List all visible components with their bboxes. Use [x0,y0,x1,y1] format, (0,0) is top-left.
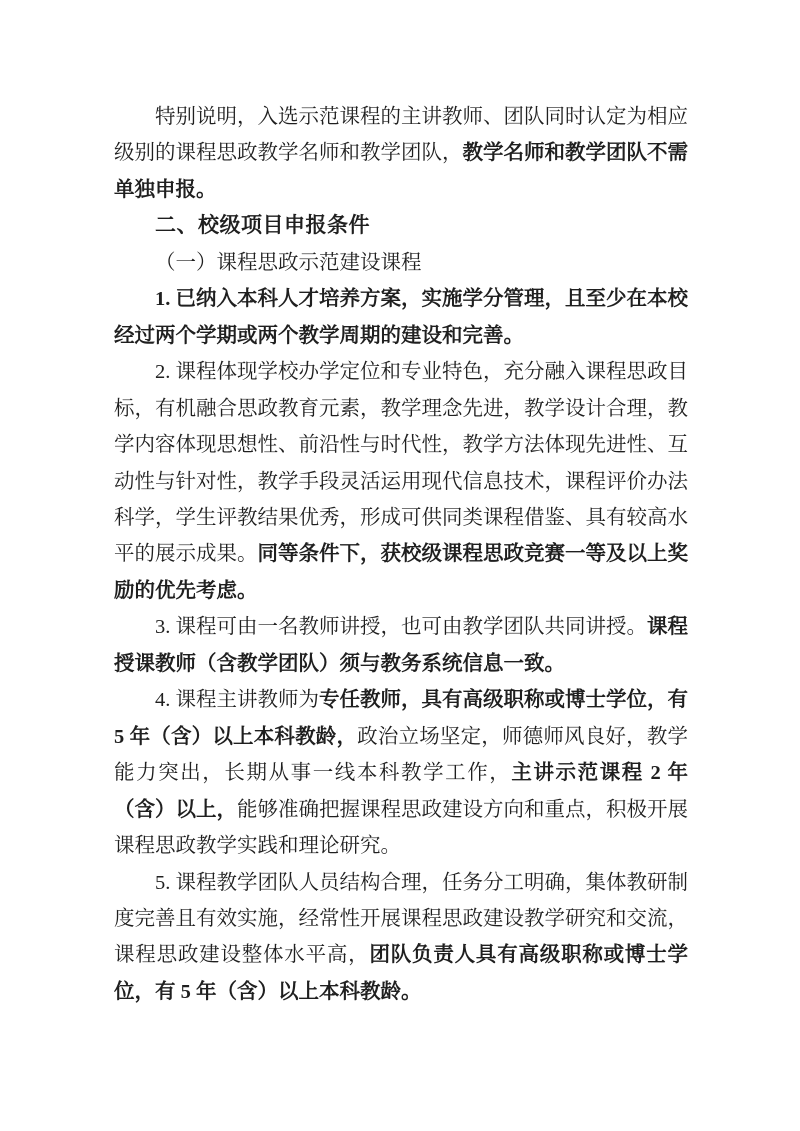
section-heading-2 [114,208,688,244]
text-run: 能够准确把握课程思政建设方向和重点，积极开展课程思政教学实践和理论研究。 [114,798,688,858]
text-run: 特别说明，入选示范课程的主讲教师、团队同时认定为相应级别的课程思政教学名师和教学团队， [114,106,688,165]
document-body [114,99,688,1010]
text-run-bold: 1. 已纳入本科人才培养方案，实施学分管理，且至少在本校经过两个学期或两个教学周期的建设和完善。 [114,288,688,347]
paragraph-special-note [114,99,688,208]
text-run-bold: 专任教师，具有高级职称或博士学位，有 5 年（含）以上本科教龄， [114,689,688,748]
text-run: 2. 课程体现学校办学定位和专业特色，充分融入课程思政目标，有机融合思政教育元素，教学理念先进，教学设计合理，教学内容体现思想性、前沿性与时代性，教学方法体现先进性、互动性与针对性，教学手段灵活运用现代信息技术，课程评价办法科学，学生评教结果优秀，形成可供同类课程借鉴、具有较高水平的展示成果。 [114,361,688,566]
heading-text: 二、校级项目申报条件 [155,214,370,238]
text-run: 5. 课程教学团队人员结构合理，任务分工明确，集体教研制度完善且有效实施，经常性开展课程思政建设教学研究和交流，课程思政建设整体水平高， [114,871,688,967]
text-run: 政治立场坚定，师德师风良好，教学能力突出，长期从事一线本科教学工作， [114,725,689,785]
subsection-heading-1 [114,245,688,281]
paragraph-item-3 [114,609,688,682]
text-run: 3. 课程可由一名教师讲授，也可由教学团队共同讲授。 [155,616,647,639]
text-run: 4. 课程主讲教师为 [155,689,319,712]
text-run-bold: 主讲示范课程 2 年（含）以上， [114,762,689,821]
paragraph-item-4 [114,682,688,864]
text-run: （一）课程思政示范建设课程 [155,251,422,274]
paragraph-item-5 [114,865,688,1011]
text-run-bold: 同等条件下，获校级课程思政竞赛一等及以上奖励的优先考虑。 [114,543,688,602]
text-run-bold: 教学名师和教学团队不需单独申报。 [114,142,688,201]
paragraph-item-2 [114,354,688,609]
text-run-bold: 团队负责人具有高级职称或博士学位，有 5 年（含）以上本科教龄。 [114,944,689,1003]
text-run-bold: 课程授课教师（含教学团队）须与教务系统信息一致。 [114,616,688,675]
paragraph-item-1 [114,281,688,354]
